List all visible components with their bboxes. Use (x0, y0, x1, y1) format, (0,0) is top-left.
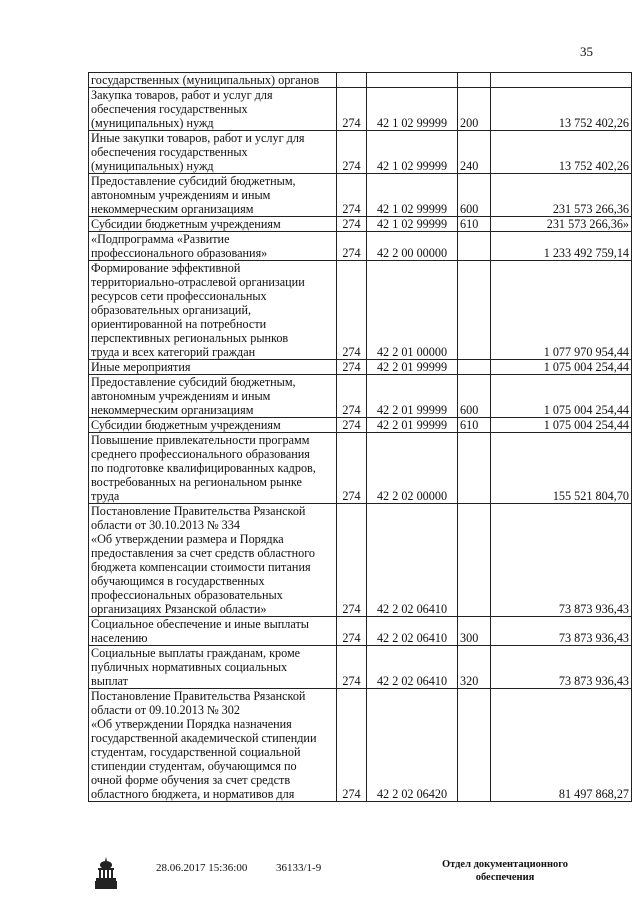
row-sum-cell: 73 873 936,43 (491, 504, 632, 617)
row-name-cell (89, 131, 337, 174)
row-name-text: «Подпрограмма «Развитие профессионального образования» (91, 232, 268, 260)
row-name-cell (89, 360, 337, 375)
row-name-cell (89, 261, 337, 360)
row-sum-cell: 13 752 402,26 (491, 88, 632, 131)
row-name-cell (89, 217, 337, 232)
row-ved-cell: 274 (337, 131, 367, 174)
row-target-article-cell: 42 2 01 99999 (367, 375, 458, 418)
row-expense-type-cell: 600 (458, 174, 491, 217)
row-expense-type-cell: 320 (458, 646, 491, 689)
budget-table (88, 72, 632, 802)
row-expense-type-cell: 610 (458, 217, 491, 232)
row-expense-type-cell: 300 (458, 617, 491, 646)
row-name-text: Повышение привлекательности программ среднего профессионального образования по подготовке квалифицированных кадров, востребованных на региональном рынке труда (91, 433, 316, 503)
row-ved-cell: 274 (337, 88, 367, 131)
table-row (89, 433, 632, 504)
row-target-article-cell: 42 1 02 99999 (367, 88, 458, 131)
row-expense-type-cell: 600 (458, 375, 491, 418)
row-sum-cell: 1 233 492 759,14 (491, 232, 632, 261)
row-name-cell (89, 433, 337, 504)
row-name-text: Иные мероприятия (91, 360, 191, 374)
table-row (89, 504, 632, 617)
table-row (89, 174, 632, 217)
footer (0, 856, 640, 896)
footer-datetime: 28.06.2017 15:36:00 (156, 862, 248, 874)
row-expense-type-cell (458, 261, 491, 360)
row-name-text: Предоставление субсидий бюджетным, автономным учреждениям и иным некоммерческим организациям (91, 375, 296, 417)
row-name-cell (89, 375, 337, 418)
row-expense-type-cell: 610 (458, 418, 491, 433)
row-ved-cell (337, 73, 367, 88)
row-name-text: Социальные выплаты гражданам, кроме публичных нормативных социальных выплат (91, 646, 301, 688)
row-target-article-cell: 42 2 02 06420 (367, 689, 458, 802)
row-ved-cell: 274 (337, 261, 367, 360)
row-ved-cell: 274 (337, 433, 367, 504)
row-target-article-cell (367, 73, 458, 88)
row-expense-type-cell: 240 (458, 131, 491, 174)
row-target-article-cell: 42 2 02 06410 (367, 617, 458, 646)
row-sum-cell: 13 752 402,26 (491, 131, 632, 174)
table-row (89, 375, 632, 418)
row-name-cell (89, 504, 337, 617)
row-target-article-cell: 42 1 02 99999 (367, 131, 458, 174)
row-expense-type-cell (458, 433, 491, 504)
row-expense-type-cell: 200 (458, 88, 491, 131)
row-name-text: государственных (муниципальных) органов (91, 73, 320, 87)
duma-logo-icon (94, 856, 118, 890)
row-ved-cell: 274 (337, 418, 367, 433)
budget-table-body (89, 73, 632, 802)
table-row (89, 88, 632, 131)
row-expense-type-cell (458, 73, 491, 88)
row-name-text: Социальное обеспечение и иные выплаты населению (91, 617, 309, 645)
table-row (89, 689, 632, 802)
table-row (89, 217, 632, 232)
row-sum-cell: 73 873 936,43 (491, 617, 632, 646)
row-ved-cell: 274 (337, 360, 367, 375)
row-sum-cell: 1 075 004 254,44 (491, 418, 632, 433)
row-name-cell (89, 418, 337, 433)
row-target-article-cell: 42 2 02 06410 (367, 646, 458, 689)
row-name-cell (89, 646, 337, 689)
footer-department-stamp: Отдел документационного обеспечения (441, 859, 569, 883)
row-sum-cell (491, 73, 632, 88)
row-name-text: Постановление Правительства Рязанской области от 09.10.2013 № 302 «Об утверждении Порядка назначения государственной академической стипендии студентам, государственной социальной стипендии студентам, обучающимся по очной форме обучения за счет средств областного бюджета, и нормативов для (91, 689, 317, 801)
row-target-article-cell: 42 2 02 00000 (367, 433, 458, 504)
row-name-cell (89, 73, 337, 88)
row-name-cell (89, 88, 337, 131)
row-target-article-cell: 42 1 02 99999 (367, 217, 458, 232)
row-expense-type-cell (458, 360, 491, 375)
row-sum-cell: 81 497 868,27 (491, 689, 632, 802)
row-name-text: Субсидии бюджетным учреждениям (91, 418, 281, 432)
row-expense-type-cell (458, 232, 491, 261)
row-sum-cell: 231 573 266,36 (491, 174, 632, 217)
table-row (89, 232, 632, 261)
table-row (89, 360, 632, 375)
row-target-article-cell: 42 2 00 00000 (367, 232, 458, 261)
row-sum-cell: 1 077 970 954,44 (491, 261, 632, 360)
row-sum-cell: 155 521 804,70 (491, 433, 632, 504)
row-name-text: Постановление Правительства Рязанской области от 30.10.2013 № 334 «Об утверждении размера и Порядка предоставления за счет средств областного бюджета компенсации стоимости питания обучающимся в государственных профессиональных образовательных организациях Рязанской области» (91, 504, 315, 616)
table-row (89, 646, 632, 689)
table-row (89, 261, 632, 360)
row-name-text: Предоставление субсидий бюджетным, автономным учреждениям и иным некоммерческим организациям (91, 174, 296, 216)
row-sum-cell: 73 873 936,43 (491, 646, 632, 689)
row-expense-type-cell (458, 504, 491, 617)
table-row (89, 418, 632, 433)
page-number: 35 (580, 44, 593, 59)
row-name-cell (89, 689, 337, 802)
row-ved-cell: 274 (337, 689, 367, 802)
row-ved-cell: 274 (337, 504, 367, 617)
row-target-article-cell: 42 2 01 00000 (367, 261, 458, 360)
row-name-text: Иные закупки товаров, работ и услуг для обеспечения государственных (муниципальных) нужд (91, 131, 305, 173)
table-row (89, 73, 632, 88)
row-name-cell (89, 232, 337, 261)
table-row (89, 131, 632, 174)
row-target-article-cell: 42 2 01 99999 (367, 360, 458, 375)
row-target-article-cell: 42 1 02 99999 (367, 174, 458, 217)
row-ved-cell: 274 (337, 646, 367, 689)
row-ved-cell: 274 (337, 217, 367, 232)
row-target-article-cell: 42 2 02 06410 (367, 504, 458, 617)
row-ved-cell: 274 (337, 174, 367, 217)
row-sum-cell: 231 573 266,36» (491, 217, 632, 232)
table-row (89, 617, 632, 646)
row-name-cell (89, 617, 337, 646)
row-name-text: Формирование эффективной территориально-отраслевой организации ресурсов сети профессиональных образовательных организаций, ориентированной на потребности перспективных региональных рынков труда и всех категорий граждан (91, 261, 305, 359)
row-name-text: Субсидии бюджетным учреждениям (91, 217, 281, 231)
row-target-article-cell: 42 2 01 99999 (367, 418, 458, 433)
row-sum-cell: 1 075 004 254,44 (491, 375, 632, 418)
footer-doc-code: 36133/1-9 (276, 862, 322, 874)
row-sum-cell: 1 075 004 254,44 (491, 360, 632, 375)
row-expense-type-cell (458, 689, 491, 802)
row-ved-cell: 274 (337, 375, 367, 418)
row-ved-cell: 274 (337, 232, 367, 261)
row-name-text: Закупка товаров, работ и услуг для обеспечения государственных (муниципальных) нужд (91, 88, 273, 130)
row-ved-cell: 274 (337, 617, 367, 646)
row-name-cell (89, 174, 337, 217)
